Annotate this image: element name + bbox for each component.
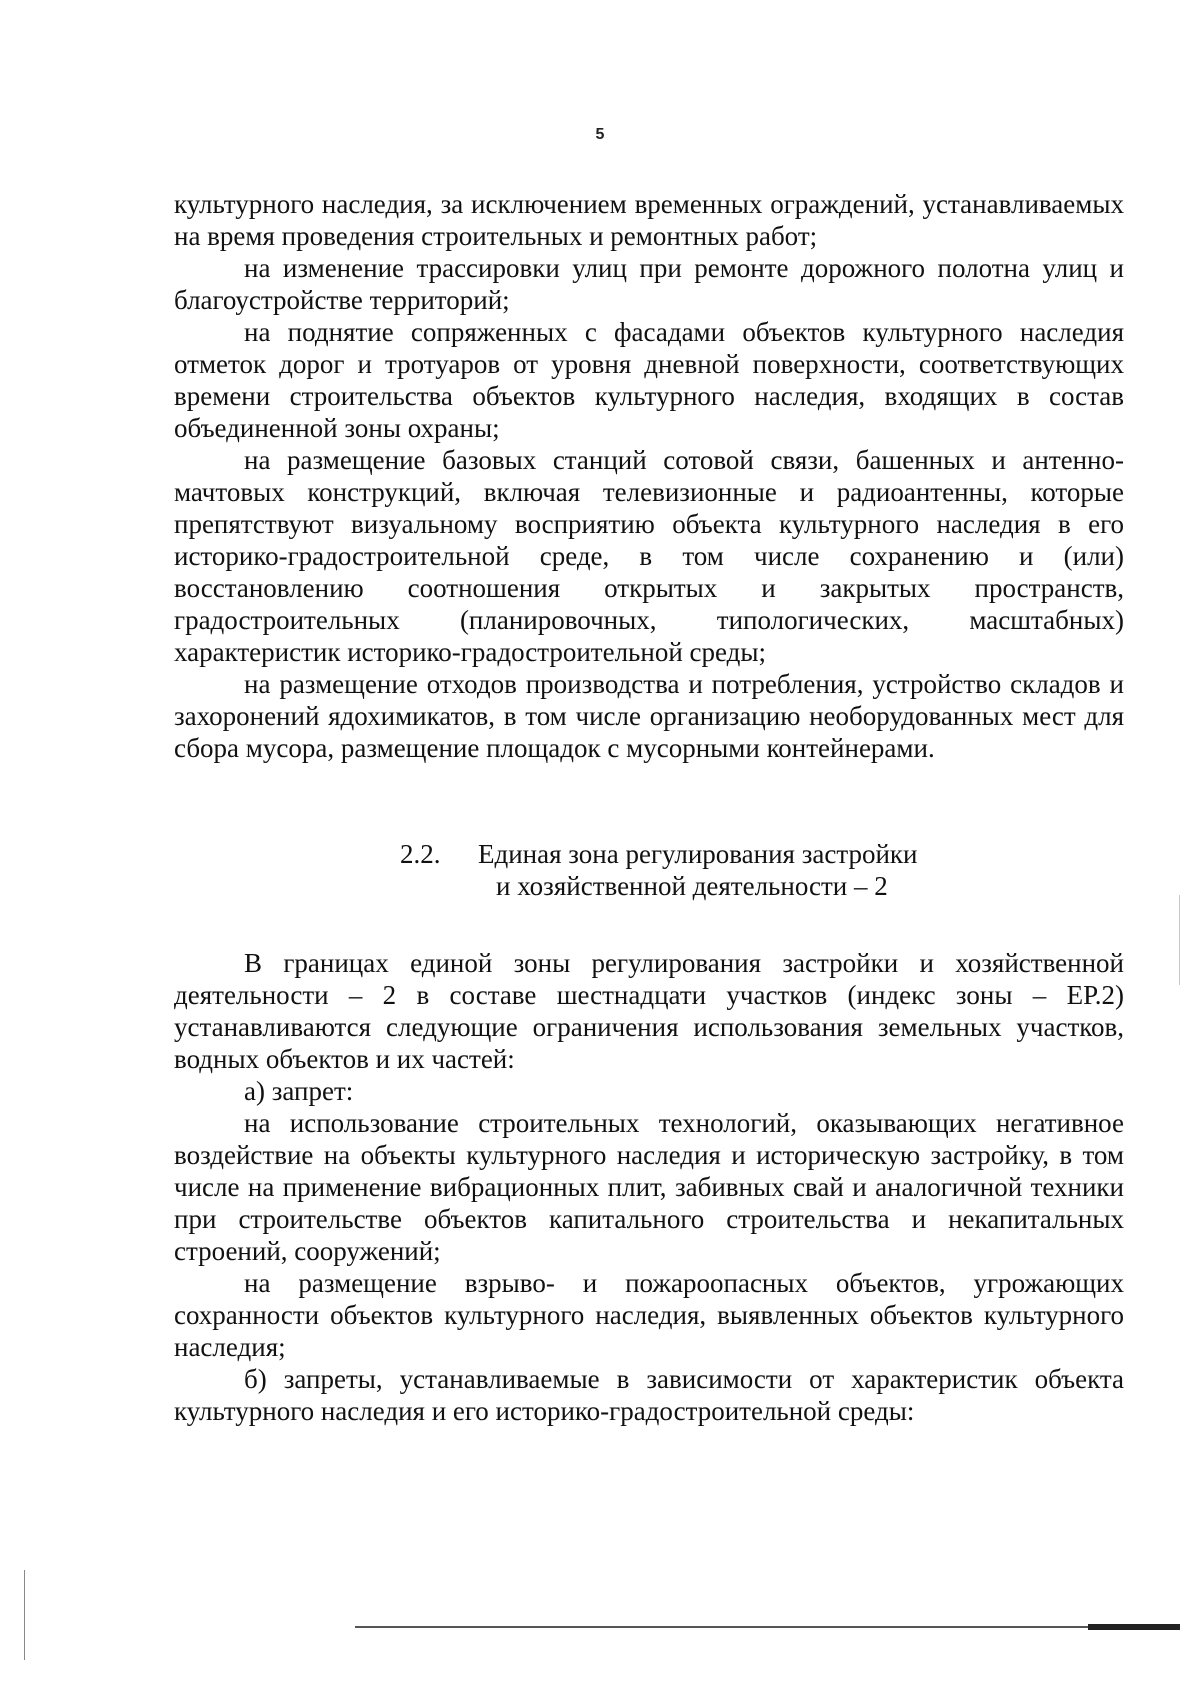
paragraph-road-level: на поднятие сопряженных с фасадами объектов культурного наследия отметок дорог и тротуаров от уровня дневной поверхности, соответствующих времени строительства объектов культурного наследия, входящих в состав объединенной зоны охраны; — [174, 317, 1124, 443]
section-heading — [400, 838, 1000, 902]
paragraph-explosive-objects: на размещение взрыво- и пожароопасных объектов, угрожающих сохранности объектов культурного наследия, выявленных объектов культурного наследия; — [174, 1268, 1124, 1362]
text-block-upper — [174, 188, 1124, 764]
paragraph-prohibition-b: б) запреты, устанавливаемые в зависимости от характеристик объекта культурного наследия и его историко-градостроительной среды: — [174, 1364, 1124, 1426]
scan-artifact-right — [1179, 895, 1180, 985]
scan-artifact-left — [24, 1570, 25, 1660]
paragraph-cultural-heritage-fences: культурного наследия, за исключением временных ограждений, устанавливаемых на время проведения строительных и ремонтных работ; — [174, 189, 1124, 251]
section-number: 2.2. — [400, 839, 441, 869]
paragraph-zone-boundaries: В границах единой зоны регулирования застройки и хозяйственной деятельности – 2 в составе шестнадцати участков (индекс зоны – ЕР.2) устанавливаются следующие ограничения использования земельных участков, водных объектов и их частей: — [174, 948, 1124, 1074]
paragraph-waste-placement: на размещение отходов производства и потребления, устройство складов и захоронений ядохимикатов, в том числе организацию необорудованных мест для сбора мусора, размещение площадок с мусорными контейнерами. — [174, 669, 1124, 763]
paragraph-street-tracing: на изменение трассировки улиц при ремонте дорожного полотна улиц и благоустройстве территорий; — [174, 253, 1124, 315]
page-number: 5 — [595, 126, 605, 143]
section-title-line1: Единая зона регулирования застройки — [478, 839, 918, 869]
paragraph-cell-stations: на размещение базовых станций сотовой связи, башенных и антенно-мачтовых конструкций, включая телевизионные и радиоантенны, которые препятствуют визуальному восприятию объекта культурного наследия в его историко-градостроительной среде, в том числе сохранению и (или) восстановлению соотношения открытых и закрытых пространств, градостроительных (планировочных, типологических, масштабных) характеристик историко-градостроительной среды; — [174, 445, 1124, 667]
text-block-lower — [174, 947, 1124, 1427]
section-title-line2: и хозяйственной деятельности – 2 — [496, 871, 888, 901]
paragraph-prohibition-a: а) запрет: — [244, 1076, 354, 1106]
footer-rule — [355, 1626, 1180, 1628]
paragraph-construction-tech: на использование строительных технологий, оказывающих негативное воздействие на объекты культурного наследия и историческую застройку, в том числе на применение вибрационных плит, забивных свай и аналогичной техники при строительстве объектов капитального строительства и некапитальных строений, сооружений; — [174, 1108, 1124, 1266]
footer-rule-thick — [1088, 1624, 1180, 1630]
